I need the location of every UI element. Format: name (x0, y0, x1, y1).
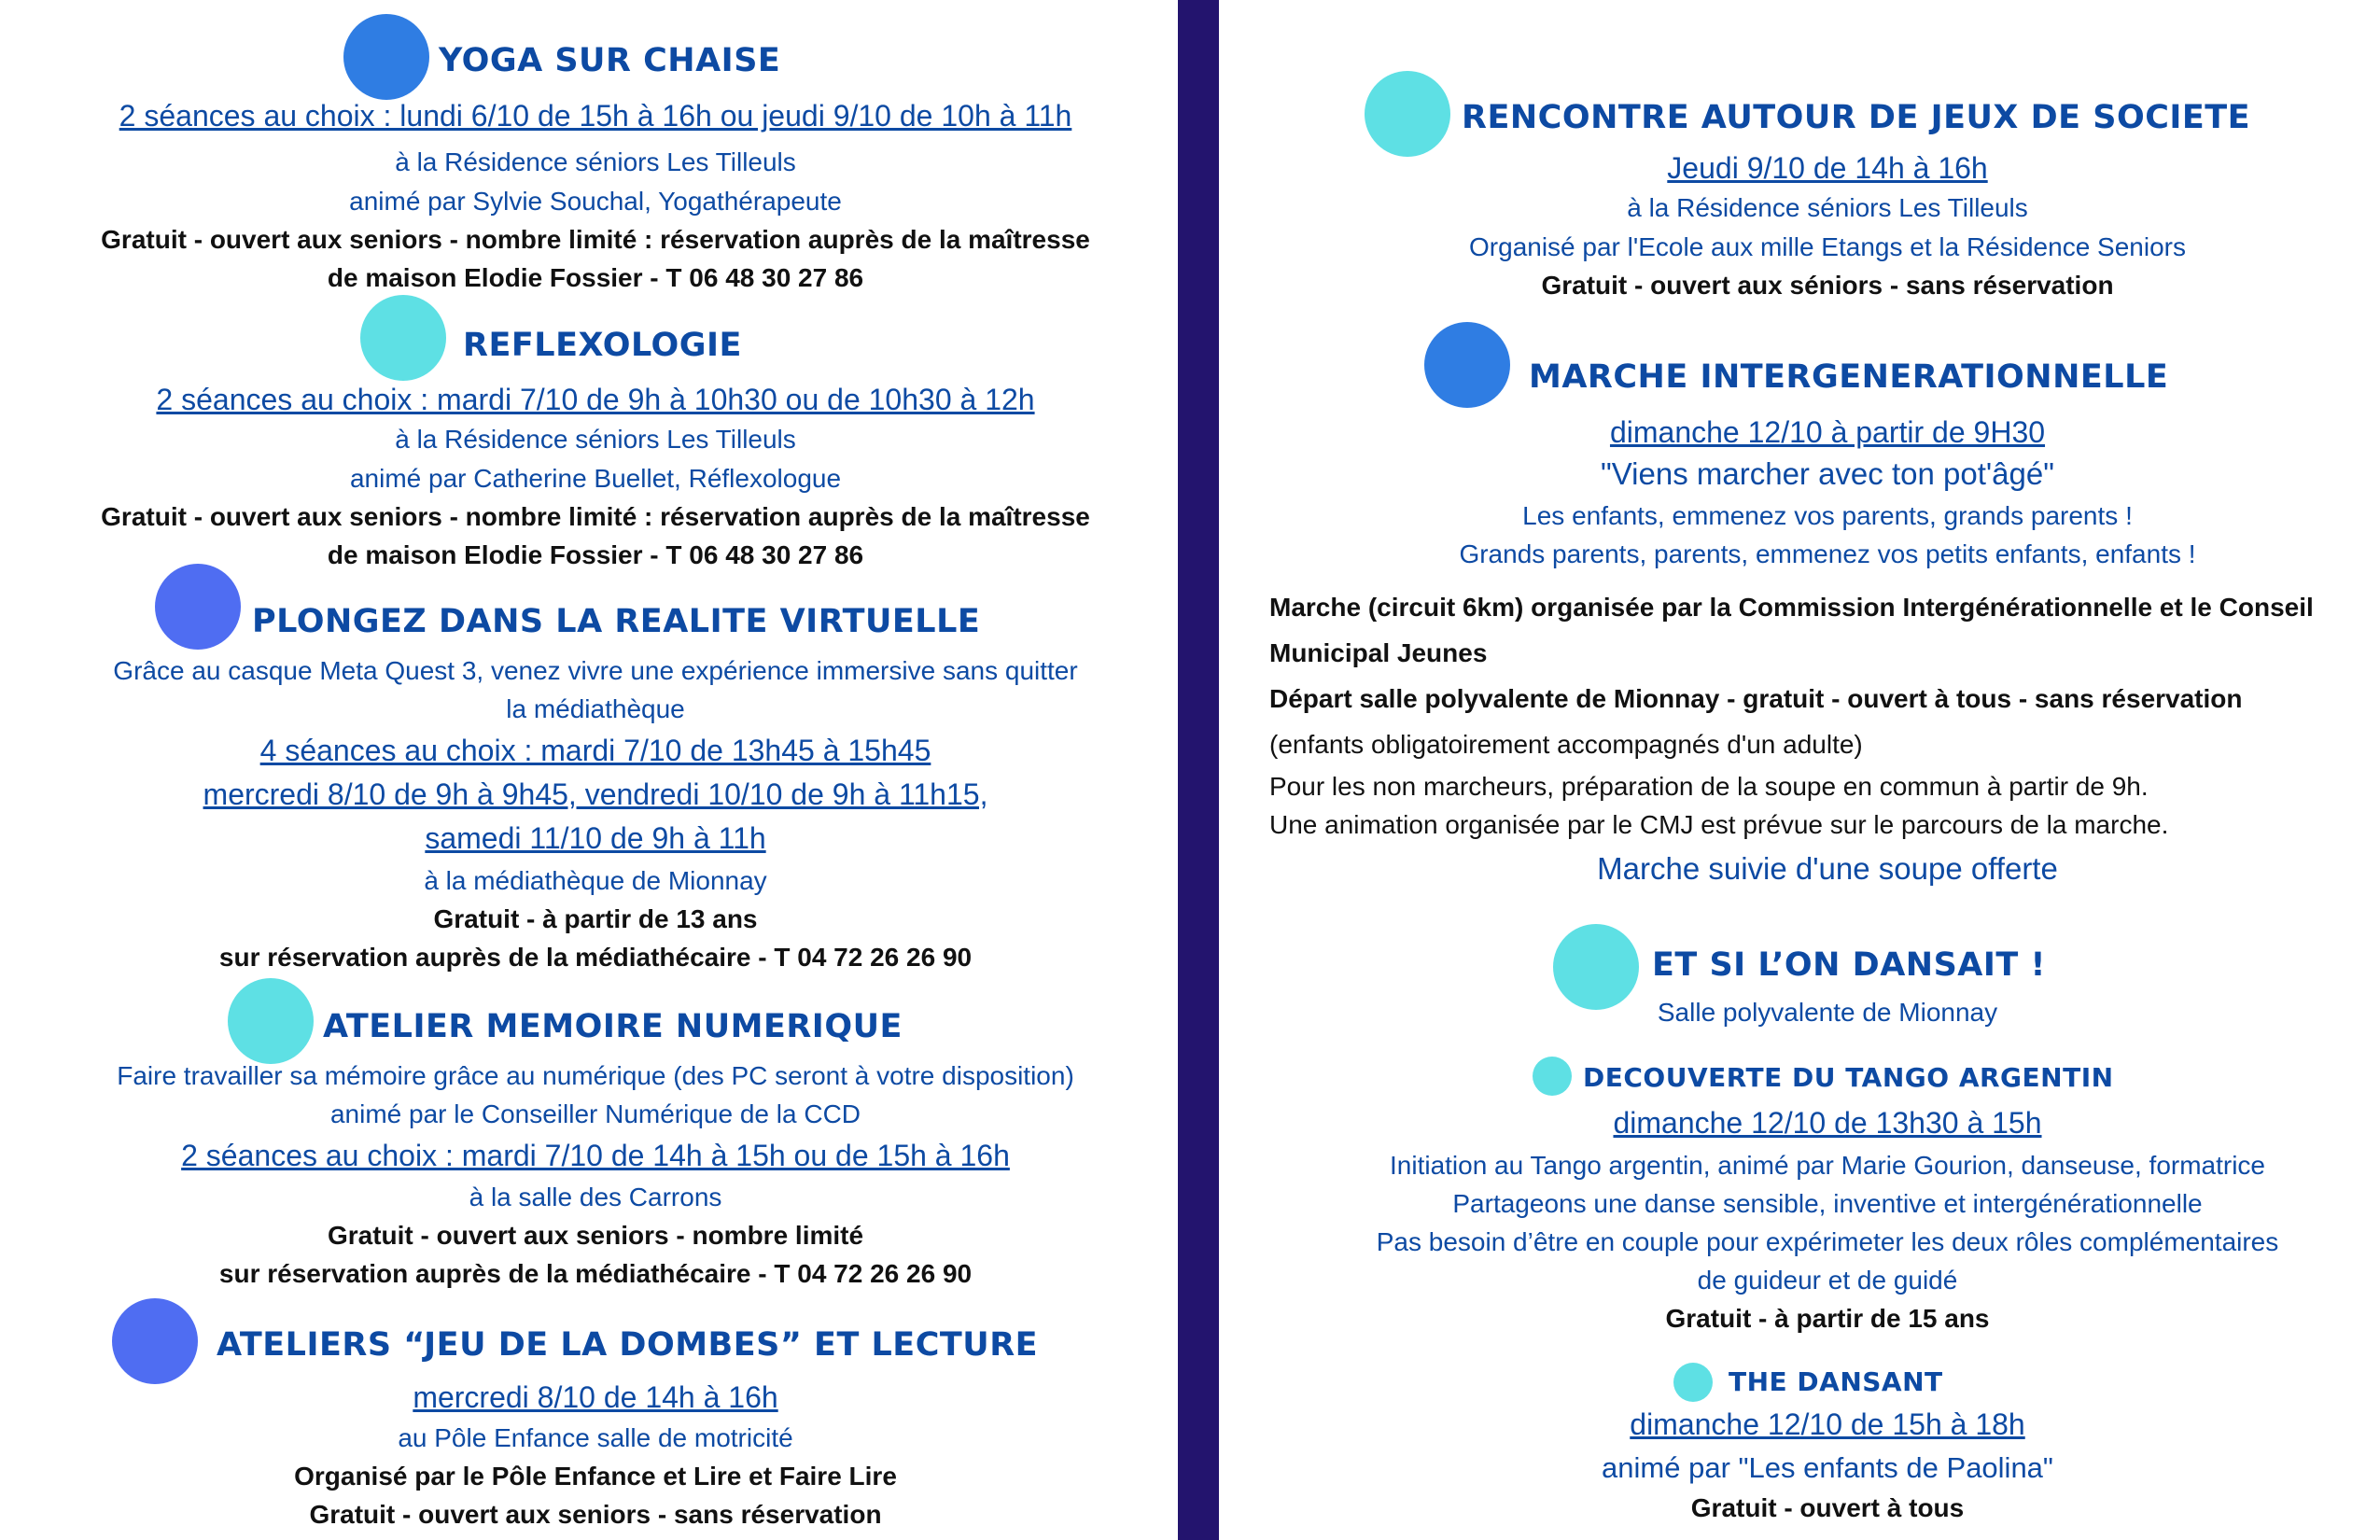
marche-note: (enfants obligatoirement accompagnés d'un adulte) (1269, 730, 1863, 759)
jeux-info: Gratuit - ouvert aux séniors - sans réservation (1541, 271, 2114, 300)
reflexo-info: Gratuit - ouvert aux seniors - nombre limité : réservation auprès de la maîtresse (101, 502, 1090, 531)
the-date: dimanche 12/10 de 15h à 18h (1630, 1407, 2025, 1441)
yoga-info: Gratuit - ouvert aux seniors - nombre limité : réservation auprès de la maîtresse (101, 225, 1090, 254)
bullet-dot-icon (1365, 71, 1450, 157)
danse-place: Salle polyvalente de Mionnay (1657, 998, 1998, 1027)
tango-desc-2: Partageons une danse sensible, inventive et intergénérationnelle (1452, 1189, 2203, 1218)
tango-title: DECOUVERTE DU TANGO ARGENTIN (1583, 1062, 2114, 1093)
jeux-title: RENCONTRE AUTOUR DE JEUX DE SOCIETE (1462, 99, 2251, 136)
yoga-title: YOGA SUR CHAISE (439, 42, 781, 79)
tango-desc-3: Pas besoin d’être en couple pour expérimeter les deux rôles complémentaires (1376, 1227, 2279, 1256)
dombes-title: ATELIERS “JEU DE LA DOMBES” ET LECTURE (217, 1326, 1039, 1364)
jeux-place: à la Résidence séniors Les Tilleuls (1627, 193, 2028, 222)
yoga-contact: de maison Elodie Fossier - T 06 48 30 27 86 (327, 263, 864, 292)
marche-soupe: Marche suivie d'une soupe offerte (1597, 851, 2058, 886)
marche-desc: Marche (circuit 6km) organisée par la Commission Intergénérationnelle et le Conseil (1269, 593, 2314, 622)
tango-date: dimanche 12/10 de 13h30 à 15h (1613, 1106, 2042, 1140)
memoire-place: à la salle des Carrons (469, 1183, 722, 1211)
dombes-info: Gratuit - ouvert aux seniors - sans réservation (309, 1500, 882, 1529)
dombes-date: mercredi 8/10 de 14h à 16h (413, 1380, 778, 1414)
marche-date: dimanche 12/10 à partir de 9H30 (1609, 415, 2046, 449)
reflexo-host: animé par Catherine Buellet, Réflexologue (349, 464, 842, 493)
marche-slogan: "Viens marcher avec ton pot'âgé" (1601, 456, 2054, 491)
vr-contact: sur réservation auprès de la médiathécaire - T 04 72 26 26 90 (218, 943, 973, 972)
vr-date-1: 4 séances au choix : mardi 7/10 de 13h45 à 15h45 (259, 734, 931, 767)
bullet-dot-icon (1424, 322, 1510, 408)
tango-desc-1: Initiation au Tango argentin, animé par Marie Gourion, danseuse, formatrice (1389, 1151, 2266, 1180)
yoga-date: 2 séances au choix : lundi 6/10 de 15h à 16h ou jeudi 9/10 de 10h à 11h (119, 99, 1072, 133)
jeux-host: Organisé par l'Ecole aux mille Etangs et la Résidence Seniors (1469, 232, 2186, 261)
memoire-contact: sur réservation auprès de la médiathécaire - T 04 72 26 26 90 (218, 1259, 973, 1288)
vr-info: Gratuit - à partir de 13 ans (433, 904, 758, 933)
bullet-dot-icon (360, 295, 446, 381)
danse-title: ET SI L’ON DANSAIT ! (1652, 946, 2046, 984)
bullet-dot-icon (112, 1298, 198, 1384)
the-host: animé par "Les enfants de Paolina" (1602, 1451, 2053, 1484)
bullet-dot-icon (1553, 924, 1639, 1010)
vr-date-3: samedi 11/10 de 9h à 11h (425, 821, 766, 855)
memoire-date: 2 séances au choix : mardi 7/10 de 14h à 15h ou de 15h à 16h (181, 1139, 1010, 1172)
bullet-dot-icon (228, 978, 314, 1064)
column-divider (1178, 0, 1219, 1540)
yoga-host: animé par Sylvie Souchal, Yogathérapeute (349, 187, 842, 216)
marche-line-2: Grands parents, parents, emmenez vos petits enfants, enfants ! (1459, 539, 2196, 568)
reflexo-place: à la Résidence séniors Les Tilleuls (395, 425, 796, 454)
vr-desc-cont: la médiathèque (506, 694, 685, 723)
reflexo-contact: de maison Elodie Fossier - T 06 48 30 27 86 (327, 540, 864, 569)
yoga-place: à la Résidence séniors Les Tilleuls (395, 147, 796, 176)
jeux-date: Jeudi 9/10 de 14h à 16h (1667, 151, 1988, 185)
marche-depart: Départ salle polyvalente de Mionnay - gratuit - ouvert à tous - sans réservation (1269, 684, 2243, 713)
dombes-place: au Pôle Enfance salle de motricité (398, 1423, 793, 1452)
marche-soupe-info: Pour les non marcheurs, préparation de la soupe en commun à partir de 9h. (1269, 772, 2149, 801)
vr-date-2: mercredi 8/10 de 9h à 9h45, vendredi 10/10 de 9h à 11h15, (203, 777, 988, 811)
marche-line-1: Les enfants, emmenez vos parents, grands parents ! (1522, 501, 2133, 530)
tango-info: Gratuit - à partir de 15 ans (1665, 1304, 1990, 1333)
memoire-host: animé par le Conseiller Numérique de la CCD (329, 1099, 861, 1128)
marche-title: MARCHE INTERGENERATIONNELLE (1529, 358, 2169, 396)
reflexo-date: 2 séances au choix : mardi 7/10 de 9h à 10h30 ou de 10h30 à 12h (156, 383, 1035, 416)
bullet-dot-icon (343, 14, 429, 100)
vr-title: PLONGEZ DANS LA REALITE VIRTUELLE (252, 603, 981, 640)
vr-desc: Grâce au casque Meta Quest 3, venez vivre une expérience immersive sans quitter (113, 656, 1078, 685)
vr-place: à la médiathèque de Mionnay (424, 866, 767, 895)
dombes-organizer: Organisé par le Pôle Enfance et Lire et Faire Lire (294, 1462, 897, 1491)
marche-cmj-info: Une animation organisée par le CMJ est prévue sur le parcours de la marche. (1269, 810, 2169, 839)
reflexo-title: REFLEXOLOGIE (463, 327, 742, 364)
memoire-desc: Faire travailler sa mémoire grâce au numérique (des PC seront à votre disposition) (117, 1061, 1074, 1090)
tango-desc-4: de guideur et de guidé (1697, 1266, 1958, 1295)
bullet-dot-icon (155, 564, 241, 650)
the-title: THE DANSANT (1729, 1366, 1943, 1397)
marche-desc-cont: Municipal Jeunes (1269, 638, 1488, 667)
bullet-dot-icon (1533, 1057, 1572, 1096)
the-info: Gratuit - ouvert à tous (1690, 1493, 1965, 1522)
memoire-title: ATELIER MEMOIRE NUMERIQUE (323, 1008, 903, 1045)
memoire-info: Gratuit - ouvert aux seniors - nombre limité (327, 1221, 864, 1250)
bullet-dot-icon (1673, 1363, 1713, 1402)
